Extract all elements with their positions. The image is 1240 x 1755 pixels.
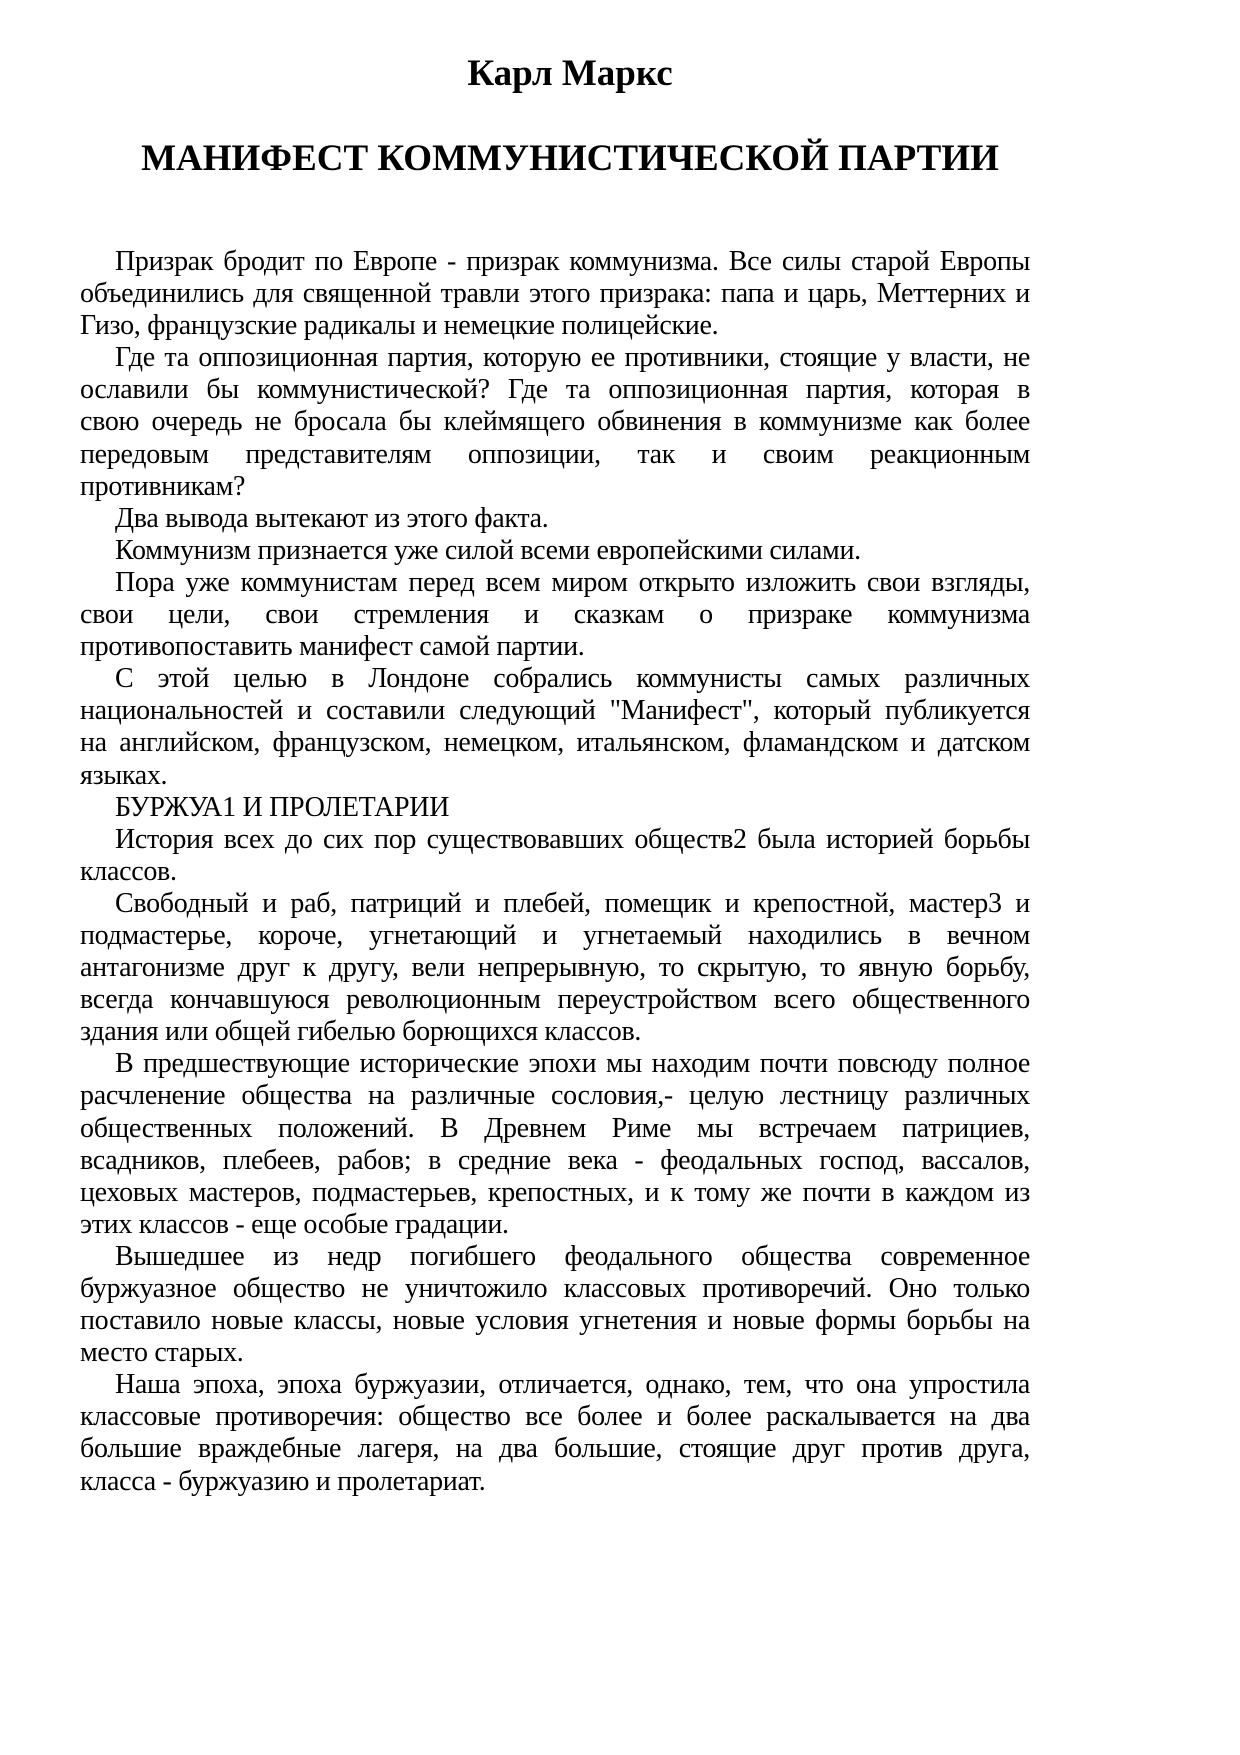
text-line: Гизо, французские радикалы и немецкие полицейские.: [80, 310, 719, 342]
text-line: История всех до сих пор существовавших обществ2 была историей борьбы: [115, 823, 1030, 855]
text-line: подмастерье, короче, угнетающий и угнетаемый находились в вечном: [80, 919, 1030, 951]
text-line: ославили бы коммунистической? Где та оппозиционная партия, которая в: [80, 374, 1030, 406]
text-line: свою очередь не бросала бы клеймящего обвинения в коммунизме как более: [80, 406, 1030, 438]
text-line: общественных положений. В Древнем Риме мы встречаем патрициев,: [80, 1112, 1030, 1144]
document-title: МАНИФЕСТ КОММУНИСТИЧЕСКОЙ ПАРТИИ: [141, 138, 999, 179]
text-line: классов.: [80, 855, 177, 887]
text-line: здания или общей гибелью борющихся классов.: [80, 1016, 642, 1048]
text-line: всадников, плебеев, рабов; в средние века - феодальных господ, вассалов,: [80, 1144, 1030, 1176]
paragraph: [80, 567, 1030, 663]
author-name: Карл Маркс: [467, 53, 673, 94]
paragraph: [80, 888, 1030, 1048]
paragraph: [80, 1048, 1030, 1241]
text-line: цеховых мастеров, подмастерьев, крепостных, и к тому же почти в каждом из: [80, 1176, 1030, 1208]
text-line: Наша эпоха, эпоха буржуазии, отличается, однако, тем, что она упростила: [115, 1369, 1030, 1401]
paragraph: [80, 246, 1030, 342]
paragraph: [80, 663, 1030, 791]
paragraph: [80, 342, 1030, 502]
text-line: большие враждебные лагеря, на два большие, стоящие друг против друга,: [80, 1433, 1030, 1465]
text-line: расчленение общества на различные сословия,- целую лестницу различных: [80, 1080, 1030, 1112]
text-line: этих классов - еще особые градации.: [80, 1208, 509, 1240]
text-line: БУРЖУА1 И ПРОЛЕТАРИИ: [115, 791, 450, 823]
text-line: Вышедшее из недр погибшего феодального общества современное: [115, 1240, 1030, 1272]
text-line: передовым представителям оппозиции, так и своим реакционным: [80, 438, 1030, 470]
text-line: национальностей и составили следующий "Манифест", который публикуется: [80, 695, 1030, 727]
text-line: класса - буржуазию и пролетариат.: [80, 1465, 486, 1497]
paragraph: [80, 535, 1030, 567]
text-line: свои цели, свои стремления и сказкам о призраке коммунизма: [80, 599, 1030, 631]
text-line: Свободный и раб, патриций и плебей, помещик и крепостной, мастер3 и: [115, 887, 1030, 919]
document-body: [80, 246, 1030, 1498]
text-line: антагонизме друг к другу, вели непрерывную, то скрытую, то явную борьбу,: [80, 952, 1030, 984]
text-line: Где та оппозиционная партия, которую ее противники, стоящие у власти, не: [115, 342, 1030, 374]
paragraph: [80, 824, 1030, 888]
text-line: Пора уже коммунистам перед всем миром открыто изложить свои взгляды,: [115, 566, 1030, 598]
text-line: Коммунизм признается уже силой всеми европейскими силами.: [115, 534, 861, 566]
paragraph: [80, 1369, 1030, 1497]
text-line: классовые противоречия: общество все более и более раскалывается на два: [80, 1401, 1030, 1433]
paragraph: [80, 1241, 1030, 1369]
text-line: поставило новые классы, новые условия угнетения и новые формы борьбы на: [80, 1305, 1030, 1337]
text-line: Два вывода вытекают из этого факта.: [115, 502, 549, 534]
text-line: на английском, французском, немецком, итальянском, фламандском и датском: [80, 727, 1030, 759]
text-line: противникам?: [80, 470, 246, 502]
paragraph: [80, 792, 1030, 824]
text-line: противопоставить манифест самой партии.: [80, 631, 585, 663]
text-line: объединились для священной травли этого призрака: папа и царь, Меттерних и: [80, 278, 1030, 310]
text-line: место старых.: [80, 1337, 244, 1369]
text-line: всегда кончавшуюся революционным переустройством всего общественного: [80, 984, 1030, 1016]
paragraph: [80, 503, 1030, 535]
text-line: буржуазное общество не уничтожило классовых противоречий. Оно только: [80, 1273, 1030, 1304]
text-line: языках.: [80, 759, 168, 791]
text-line: С этой целью в Лондоне собрались коммунисты самых различных: [115, 663, 1030, 695]
text-line: В предшествующие исторические эпохи мы находим почти повсюду полное: [115, 1048, 1030, 1080]
text-line: Призрак бродит по Европе - призрак коммунизма. Все силы старой Европы: [115, 246, 1030, 277]
